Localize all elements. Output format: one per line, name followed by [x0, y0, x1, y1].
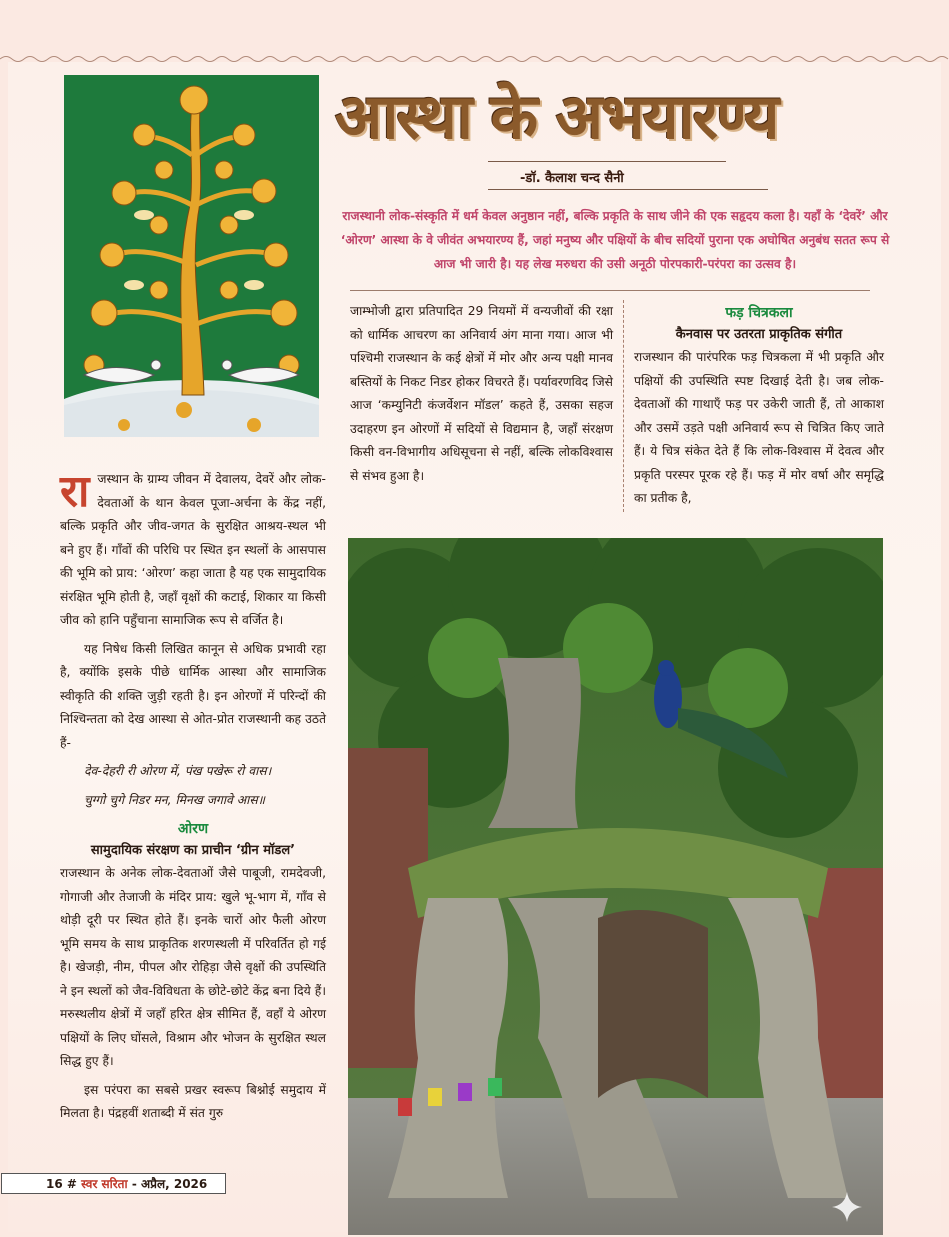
verse-line-1: देव-देहरी री ओरण में, पंख पखेरू रो वास।: [84, 764, 272, 778]
section-subtitle-oran: सामुदायिक संरक्षण का प्राचीन ‘ग्रीन मॉडल’: [90, 843, 296, 858]
dropcap: रा: [60, 466, 90, 517]
middle-para: जाम्भोजी द्वारा प्रतिपादित 29 नियमों में वन्यजीवों की रक्षा को धार्मिक आचरण का अनिवार्य अंग माना गया। आज भी पश्चिमी राजस्थान के कई क्षेत्रों में मोर और अन्य पक्षी मानव बस्तियों के निकट निडर होकर विचरते हैं। पर्यावरणविद जिसे आज ‘कम्युनिटी कंजर्वेशन मॉडल’ कहते हैं, उसका सहज उदाहरण इन ओरणों में सदियों से विद्यमान है, जहाँ संरक्षण किसी वन-विभागीय अधिसूचना से नहीं, बल्कि लोकविश्वास से संभव हुआ है।: [350, 304, 613, 483]
page-number: 16 #: [46, 1177, 77, 1191]
section-title-phad: फड़ चित्रकला: [725, 305, 793, 321]
author-rule-top: [488, 161, 726, 162]
section-subtitle-phad: कैनवास पर उतरता प्राकृतिक संगीत: [675, 327, 843, 342]
right-column: [634, 302, 884, 516]
left-para-4: इस परंपरा का सबसे प्रखर स्वरूप बिश्नोई समुदाय में मिलता है। पंद्रहवीं शताब्दी में संत गुरु: [60, 1082, 326, 1120]
left-para-3: राजस्थान के अनेक लोक-देवताओं जैसे पाबूजी, रामदेवजी, गोगाजी और तेजाजी के मंदिर प्राय: खुले भू-भाग में, गाँव से थोड़ी दूरी पर स्थित होते हैं। इनके चारों ओर फैली ओरण भूमि समय के साथ प्राकृतिक शरणस्थली में परिवर्तित हो गई है। खेजड़ी, नीम, पीपल और रोहिड़ा जैसे वृक्षों की उपस्थिति ने इन स्थलों को जैव-विविधता के छोटे-छोटे केंद्र बना दिये हैं। मरुस्थलीय क्षेत्रों में जहाँ हरित क्षेत्र सीमित हैं, वहाँ ये ओरण पक्षियों के लिए घोंसले, विश्राम और भोजन के सुरक्षित स्थल सिद्ध हुए हैं।: [60, 866, 326, 1068]
tree-peacock-photo: [348, 538, 883, 1235]
left-para-1-text: जस्थान के ग्राम्य जीवन में देवालय, देवरें और लोक-देवताओं के थान केवल पूजा-अर्चना के केंद्र नहीं, बल्कि प्रकृति और जीव-जगत के सुरक्षित आश्रय-स्थल भी बने हुए हैं। गाँवों की परिधि पर स्थित इन स्थलों के आसपास की भूमि को प्राय: ‘ओरण’ कहा जाता है यह एक सामुदायिक संरक्षित भूमि होती है, जहाँ वृक्षों की कटाई, शिकार या किसी जीव को हानि पहुँचाना सामाजिक रूप से वर्जित है।: [60, 472, 326, 627]
left-column: [60, 468, 326, 1131]
magazine-name: स्वर सरिता: [81, 1177, 128, 1191]
verse-line-2: चुग्गो चुगे निडर मन, मिनख जगावे आस॥: [84, 792, 265, 807]
sparkle-icon: [832, 1192, 862, 1222]
issue-date: - अप्रैल, 2026: [131, 1177, 208, 1191]
author-rule-bottom: [488, 189, 768, 190]
left-para-2: यह निषेध किसी लिखित कानून से अधिक प्रभावी रहा है, क्योंकि इसके पीछे धार्मिक आस्था और सामाजिक स्वीकृति की शक्ति जुड़ी रहती है। इन ओरणों में परिन्दों की निश्चिन्तता को देख आस्था से ओत-प्रोत राजस्थानी कह उठते हैं-: [60, 641, 326, 750]
column-divider: [623, 300, 624, 512]
intro-text: राजस्थानी लोक-संस्कृति में धर्म केवल अनुष्ठान नहीं, बल्कि प्रकृति के साथ जीने की एक सहृदय कला है। यहाँ के ‘देवरें’ और ‘ओरण’ आस्था के वे जीवंत अभयारण्य हैं, जहां मनुष्य और पक्षियों के बीच सदियों पुराना एक अघोषित अनुबंध सतत रूप से आज भी जारी है। यह लेख मरुधरा की उसी अनूठी पोरपकारी-परंपरा का उत्सव है।: [340, 209, 890, 271]
page-footer: [1, 1173, 226, 1194]
right-para: राजस्थान की पारंपरिक फड़ चित्रकला में भी प्रकृति और पक्षियों की उपस्थिति स्पष्ट दिखाई देती है। जब लोक-देवताओं की गाथाएँ फड़ पर उकेरी जाती हैं, तो आकाश और उसमें उड़ते पक्षी अनिवार्य रूप से चित्रित किए जाते हैं। ये चित्र संकेत देते हैं कि लोक-विश्वास में देवत्व और प्रकृति परस्पर पूरक रहे हैं। फड़ में मोर वर्षा और समृद्धि का प्रतीक है,: [634, 350, 884, 505]
author-name: -डॉ. कैलाश चन्द सैनी: [520, 171, 624, 186]
intro-divider: [350, 290, 870, 291]
folk-tree-painting: [64, 75, 319, 437]
left-para-1: [60, 468, 326, 633]
page-title: आस्था के अभयारण्य: [335, 80, 778, 153]
middle-column: [350, 300, 613, 493]
section-title-oran: ओरण: [177, 821, 209, 837]
